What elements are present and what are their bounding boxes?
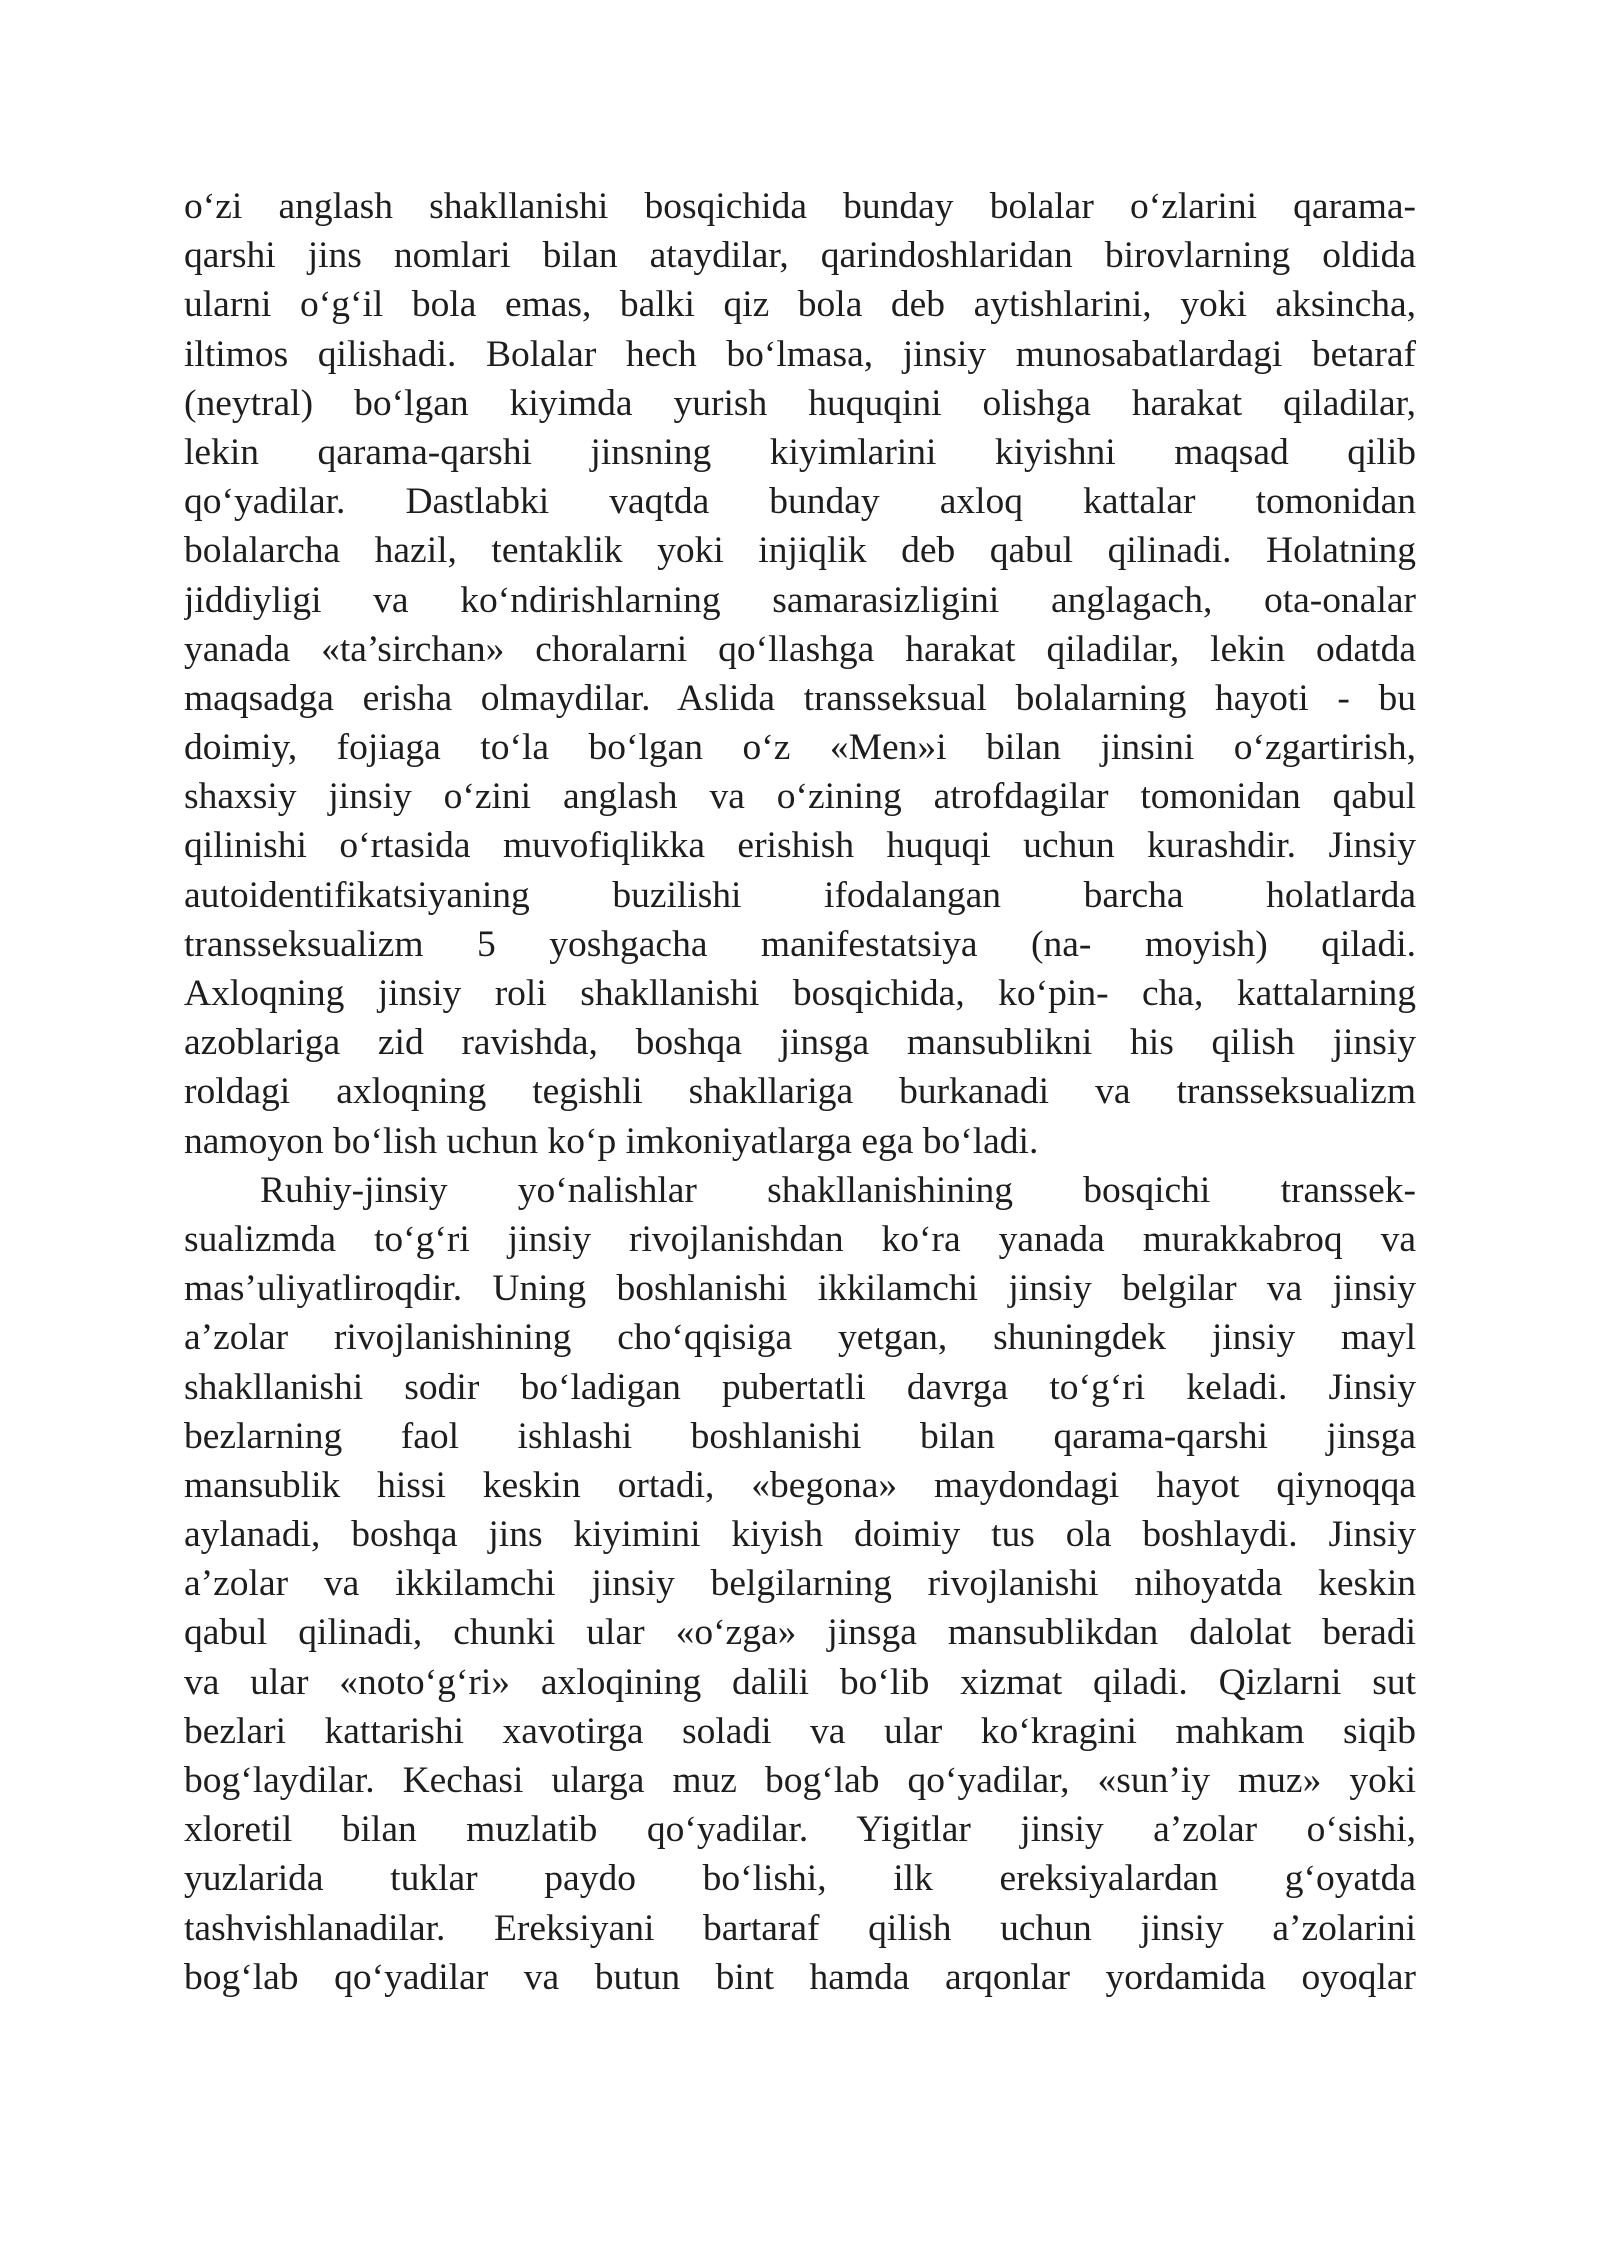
text-line: maqsadga erisha olmaydilar. Aslida transseksual bolalarning hayoti - bu <box>184 677 1416 719</box>
text-line: doimiy, fojiaga to‘la bo‘lgan o‘z «Men»i bilan jinsini o‘zgartirish, <box>184 727 1416 769</box>
text-line: bezlarning faol ishlashi boshlanishi bilan qarama-qarshi jinsga <box>184 1415 1416 1457</box>
paragraph-2 <box>184 1166 1416 2002</box>
text-line: bolalarcha hazil, tentaklik yoki injiqlik deb qabul qilinadi. Holatning <box>184 530 1416 572</box>
text-line: yanada «ta’sirchan» choralarni qo‘llashga harakat qiladilar, lekin odatda <box>184 628 1416 670</box>
text-line: azoblariga zid ravishda, boshqa jinsga mansublikni his qilish jinsiy <box>184 1022 1416 1064</box>
text-line: Ruhiy-jinsiy yo‘nalishlar shakllanishining bosqichi transsek- <box>260 1169 1416 1211</box>
text-line: iltimos qilishadi. Bolalar hech bo‘lmasa, jinsiy munosabatlardagi betaraf <box>184 333 1416 375</box>
text-line: Axloqning jinsiy roli shakllanishi bosqichida, ko‘pin- cha, kattalarning <box>184 973 1416 1014</box>
text-line: jiddiyligi va ko‘ndirishlarning samarasizligini anglagach, ota-onalar <box>184 579 1416 621</box>
text-line: shaxsiy jinsiy o‘zini anglash va o‘zining atrofdagilar tomonidan qabul <box>184 776 1416 818</box>
text-line: transseksualizm 5 yoshgacha manifestatsiya (na- moyish) qiladi. <box>184 923 1416 965</box>
text-line: bezlari kattarishi xavotirga soladi va ular ko‘kragini mahkam siqib <box>184 1710 1416 1752</box>
text-line: a’zolar va ikkilamchi jinsiy belgilarning rivojlanishi nihoyatda keskin <box>184 1563 1416 1605</box>
text-line: va ular «noto‘g‘ri» axloqining dalili bo‘lib xizmat qiladi. Qizlarni sut <box>184 1661 1416 1703</box>
text-line: qo‘yadilar. Dastlabki vaqtda bunday axloq kattalar tomonidan <box>184 481 1416 523</box>
text-line: tashvishlanadilar. Ereksiyani bartaraf qilish uchun jinsiy a’zolarini <box>184 1907 1416 1949</box>
text-line: qarshi jins nomlari bilan ataydilar, qarindoshlaridan birovlarning oldida <box>184 235 1416 277</box>
text-line: shakllanishi sodir bo‘ladigan pubertatli davrga to‘g‘ri keladi. Jinsiy <box>184 1366 1416 1408</box>
text-line: mansublik hissi keskin ortadi, «begona» maydondagi hayot qiynoqqa <box>184 1464 1416 1506</box>
text-line: qilinishi o‘rtasida muvofiqlikka erishish huquqi uchun kurashdir. Jinsiy <box>184 825 1416 867</box>
body-text <box>184 182 1416 2002</box>
text-line: xloretil bilan muzlatib qo‘yadilar. Yigitlar jinsiy a’zolar o‘sishi, <box>184 1809 1416 1851</box>
text-line: a’zolar rivojlanishining cho‘qqisiga yetgan, shuningdek jinsiy mayl <box>184 1317 1416 1359</box>
text-line: qabul qilinadi, chunki ular «o‘zga» jinsga mansublikdan dalolat beradi <box>184 1612 1416 1654</box>
text-line: bog‘laydilar. Kechasi ularga muz bog‘lab qo‘yadilar, «sun’iy muz» yoki <box>184 1760 1416 1801</box>
text-line: (neytral) bo‘lgan kiyimda yurish huquqini olishga harakat qiladilar, <box>184 382 1416 424</box>
text-line: autoidentifikatsiyaning buzilishi ifodalangan barcha holatlarda <box>184 874 1416 916</box>
text-line: o‘zi anglash shakllanishi bosqichida bunday bolalar o‘zlarini qarama- <box>184 186 1416 227</box>
text-line: lekin qarama-qarshi jinsning kiyimlarini kiyishni maqsad qilib <box>184 431 1416 473</box>
text-line: yuzlarida tuklar paydo bo‘lishi, ilk ereksiyalardan g‘oyatda <box>184 1858 1416 1900</box>
text-line: roldagi axloqning tegishli shakllariga burkanadi va transseksualizm <box>184 1071 1416 1113</box>
text-line: aylanadi, boshqa jins kiyimini kiyish doimiy tus ola boshlaydi. Jinsiy <box>184 1514 1416 1556</box>
text-line: ularni o‘g‘il bola emas, balki qiz bola deb aytishlarini, yoki aksincha, <box>184 284 1416 326</box>
text-line: sualizmda to‘g‘ri jinsiy rivojlanishdan ko‘ra yanada murakkabroq va <box>184 1218 1416 1260</box>
text-line: mas’uliyatliroqdir. Uning boshlanishi ikkilamchi jinsiy belgilar va jinsiy <box>184 1268 1416 1310</box>
text-line: namoyon bo‘lish uchun ko‘p imkoniyatlarga ega bo‘ladi. <box>184 1120 1039 1162</box>
paragraph-1 <box>184 182 1416 1166</box>
text-line: bog‘lab qo‘yadilar va butun bint hamda arqonlar yordamida oyoqlar <box>184 1956 1416 1998</box>
